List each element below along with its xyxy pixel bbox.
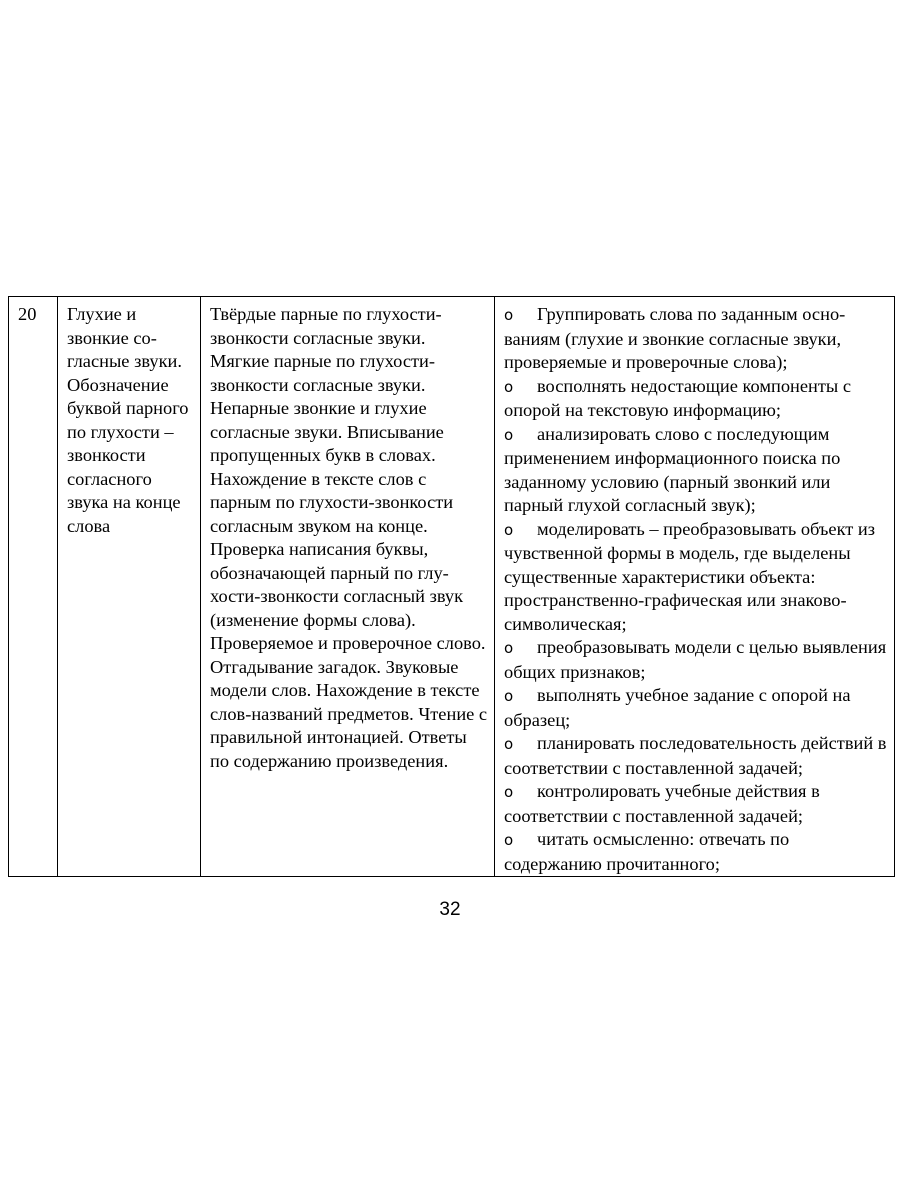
circle-bullet-icon: o [504,831,514,849]
activity-text: анализировать слово с последующим применением информационного поиска по заданному условию (парный звонкий или парный глухой согласный звук); [504,423,841,515]
activity-text: восполнять недостающие компоненты с опорой на текстовую информацию; [504,375,852,420]
curriculum-table [8,296,895,877]
circle-bullet-icon: o [504,425,514,444]
circle-bullet-icon: o [504,377,514,396]
activity-list [504,303,888,876]
activity-text: планировать последовательность действий в соответствии с поставленной задачей; [504,733,887,778]
circle-bullet-icon: o [504,735,514,753]
lesson-number: 20 [18,304,37,324]
circle-bullet-icon: o [504,639,514,657]
activity-item [504,732,888,780]
lesson-topic: Глухие и звонкие согласные звуки. Обозначение буквой парного по глухости – звонкости согласного звука на конце слова [67,304,189,536]
circle-bullet-icon: o [504,687,514,705]
page-number: 32 [439,899,461,920]
activity-item [504,375,888,423]
activity-item [504,780,888,828]
lesson-content: Твёрдые парные по глухости-звонкости согласные звуки. Мягкие парные по глухости-звонкости согласные звуки. Непарные звонкие и глухие согласные звуки. Вписывание пропущенных букв в словах. Нахождение в тексте слов с парным по глухости-звонкости согласным звуком на конце. Проверка написания буквы, обозначающей парный по глухости-звонкости согласный звук (изменение формы слова). Проверяемое и проверочное слово. Отгадывание загадок. Звуковые модели слов. Нахождение в тексте слов-названий предметов. Чтение с правильной интонацией. Ответы по содержанию произведения. [210,304,488,771]
circle-bullet-icon: o [504,520,514,539]
circle-bullet-icon: o [504,783,514,801]
activity-item [504,828,888,876]
activity-text: Группировать слова по заданным основаниям (глухие и звонкие согласные звуки, проверяемые и проверочные слова); [504,304,846,372]
activity-item [504,423,888,518]
activity-text: преобразовывать модели с целью выявления общих признаков; [504,637,887,682]
lesson-content-cell [201,297,495,877]
activity-text: выполнять учебное задание с опорой на образец; [504,685,851,730]
activity-item [504,636,888,684]
activity-item [504,303,888,375]
activity-text: контролировать учебные действия в соответствии с поставленной задачей; [504,781,820,826]
activity-item [504,518,888,637]
activity-item [504,684,888,732]
activity-text: читать осмысленно: отвечать по содержанию прочитанного; [504,829,790,874]
lesson-topic-cell [58,297,201,877]
circle-bullet-icon: o [504,306,514,324]
learning-activities-cell [495,297,895,877]
table-row [9,297,895,877]
activity-text: моделировать – преобразовывать объект из чувственной формы в модель, где выделены существенные характеристики объекта: пространственно-графическая или знаково-символическая; [504,518,876,634]
lesson-number-cell [9,297,58,877]
